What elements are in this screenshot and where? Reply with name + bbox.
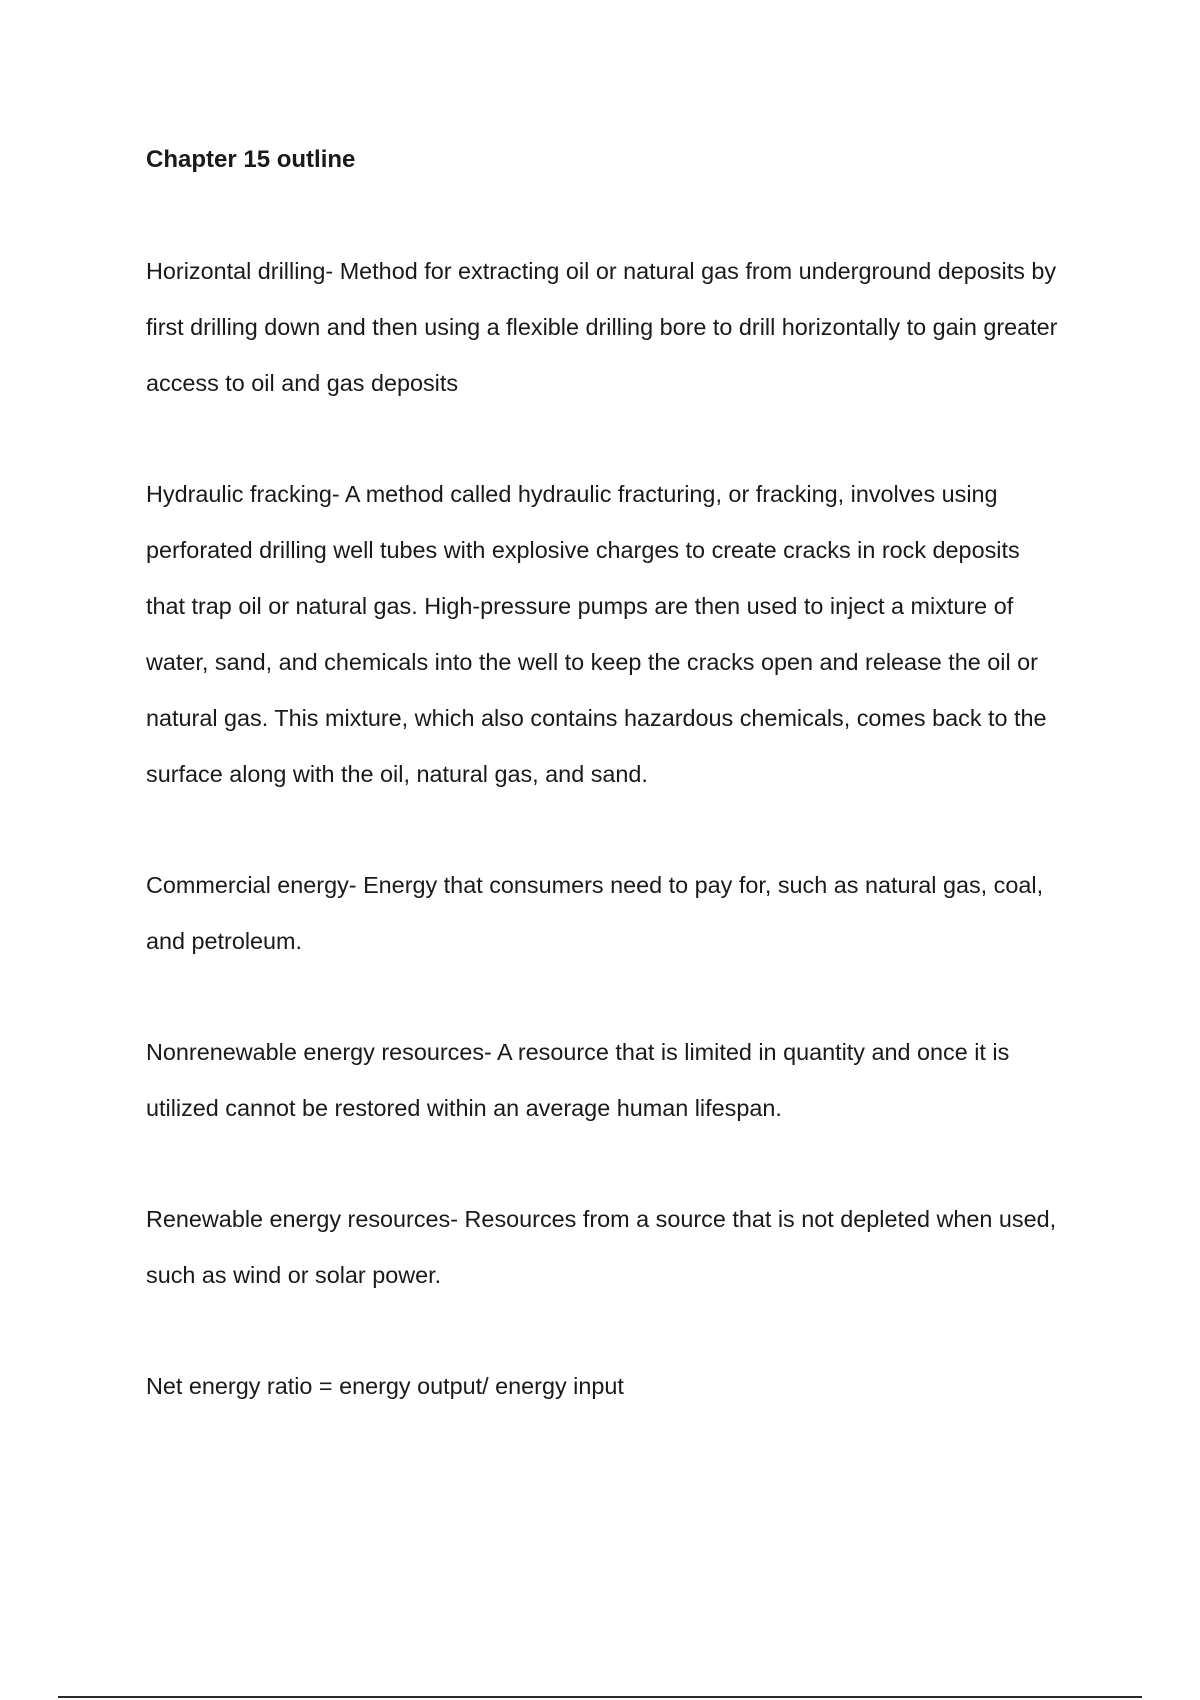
paragraph-line: natural gas. This mixture, which also contains hazardous chemicals, comes back to the [146,705,1047,731]
paragraph-line: Renewable energy resources- Resources from a source that is not depleted when used, [146,1206,1057,1232]
definition-hydraulic-fracking [146,466,1106,802]
paragraph-line: Hydraulic fracking- A method called hydraulic fracturing, or fracking, involves using [146,481,998,507]
net-energy-ratio-formula [146,1358,1106,1414]
paragraph-line: Nonrenewable energy resources- A resource that is limited in quantity and once it is [146,1039,1010,1065]
page-title: Chapter 15 outline [146,146,356,173]
paragraph-line: and petroleum. [146,928,303,954]
definition-horizontal-drilling [146,243,1106,411]
paragraph-line: surface along with the oil, natural gas, and sand. [146,761,648,787]
paragraph-line: first drilling down and then using a flexible drilling bore to drill horizontally to gain greater [146,314,1058,340]
definition-renewable-energy [146,1191,1106,1303]
paragraph-line: Commercial energy- Energy that consumers need to pay for, such as natural gas, coal, [146,872,1044,898]
definition-commercial-energy [146,857,1106,969]
paragraph-line: Net energy ratio = energy output/ energy input [146,1373,624,1399]
paragraph-line: that trap oil or natural gas. High-pressure pumps are then used to inject a mixture of [146,593,1014,619]
paragraph-line: Horizontal drilling- Method for extracting oil or natural gas from underground deposits by [146,258,1057,284]
paragraph-line: such as wind or solar power. [146,1262,442,1288]
paragraph-line: utilized cannot be restored within an average human lifespan. [146,1095,782,1121]
page-bottom-divider [58,1696,1142,1698]
paragraph-line: water, sand, and chemicals into the well to keep the cracks open and release the oil or [146,649,1038,675]
definition-nonrenewable-energy [146,1024,1106,1136]
paragraph-line: perforated drilling well tubes with explosive charges to create cracks in rock deposits [146,537,1020,563]
paragraph-line: access to oil and gas deposits [146,370,459,396]
